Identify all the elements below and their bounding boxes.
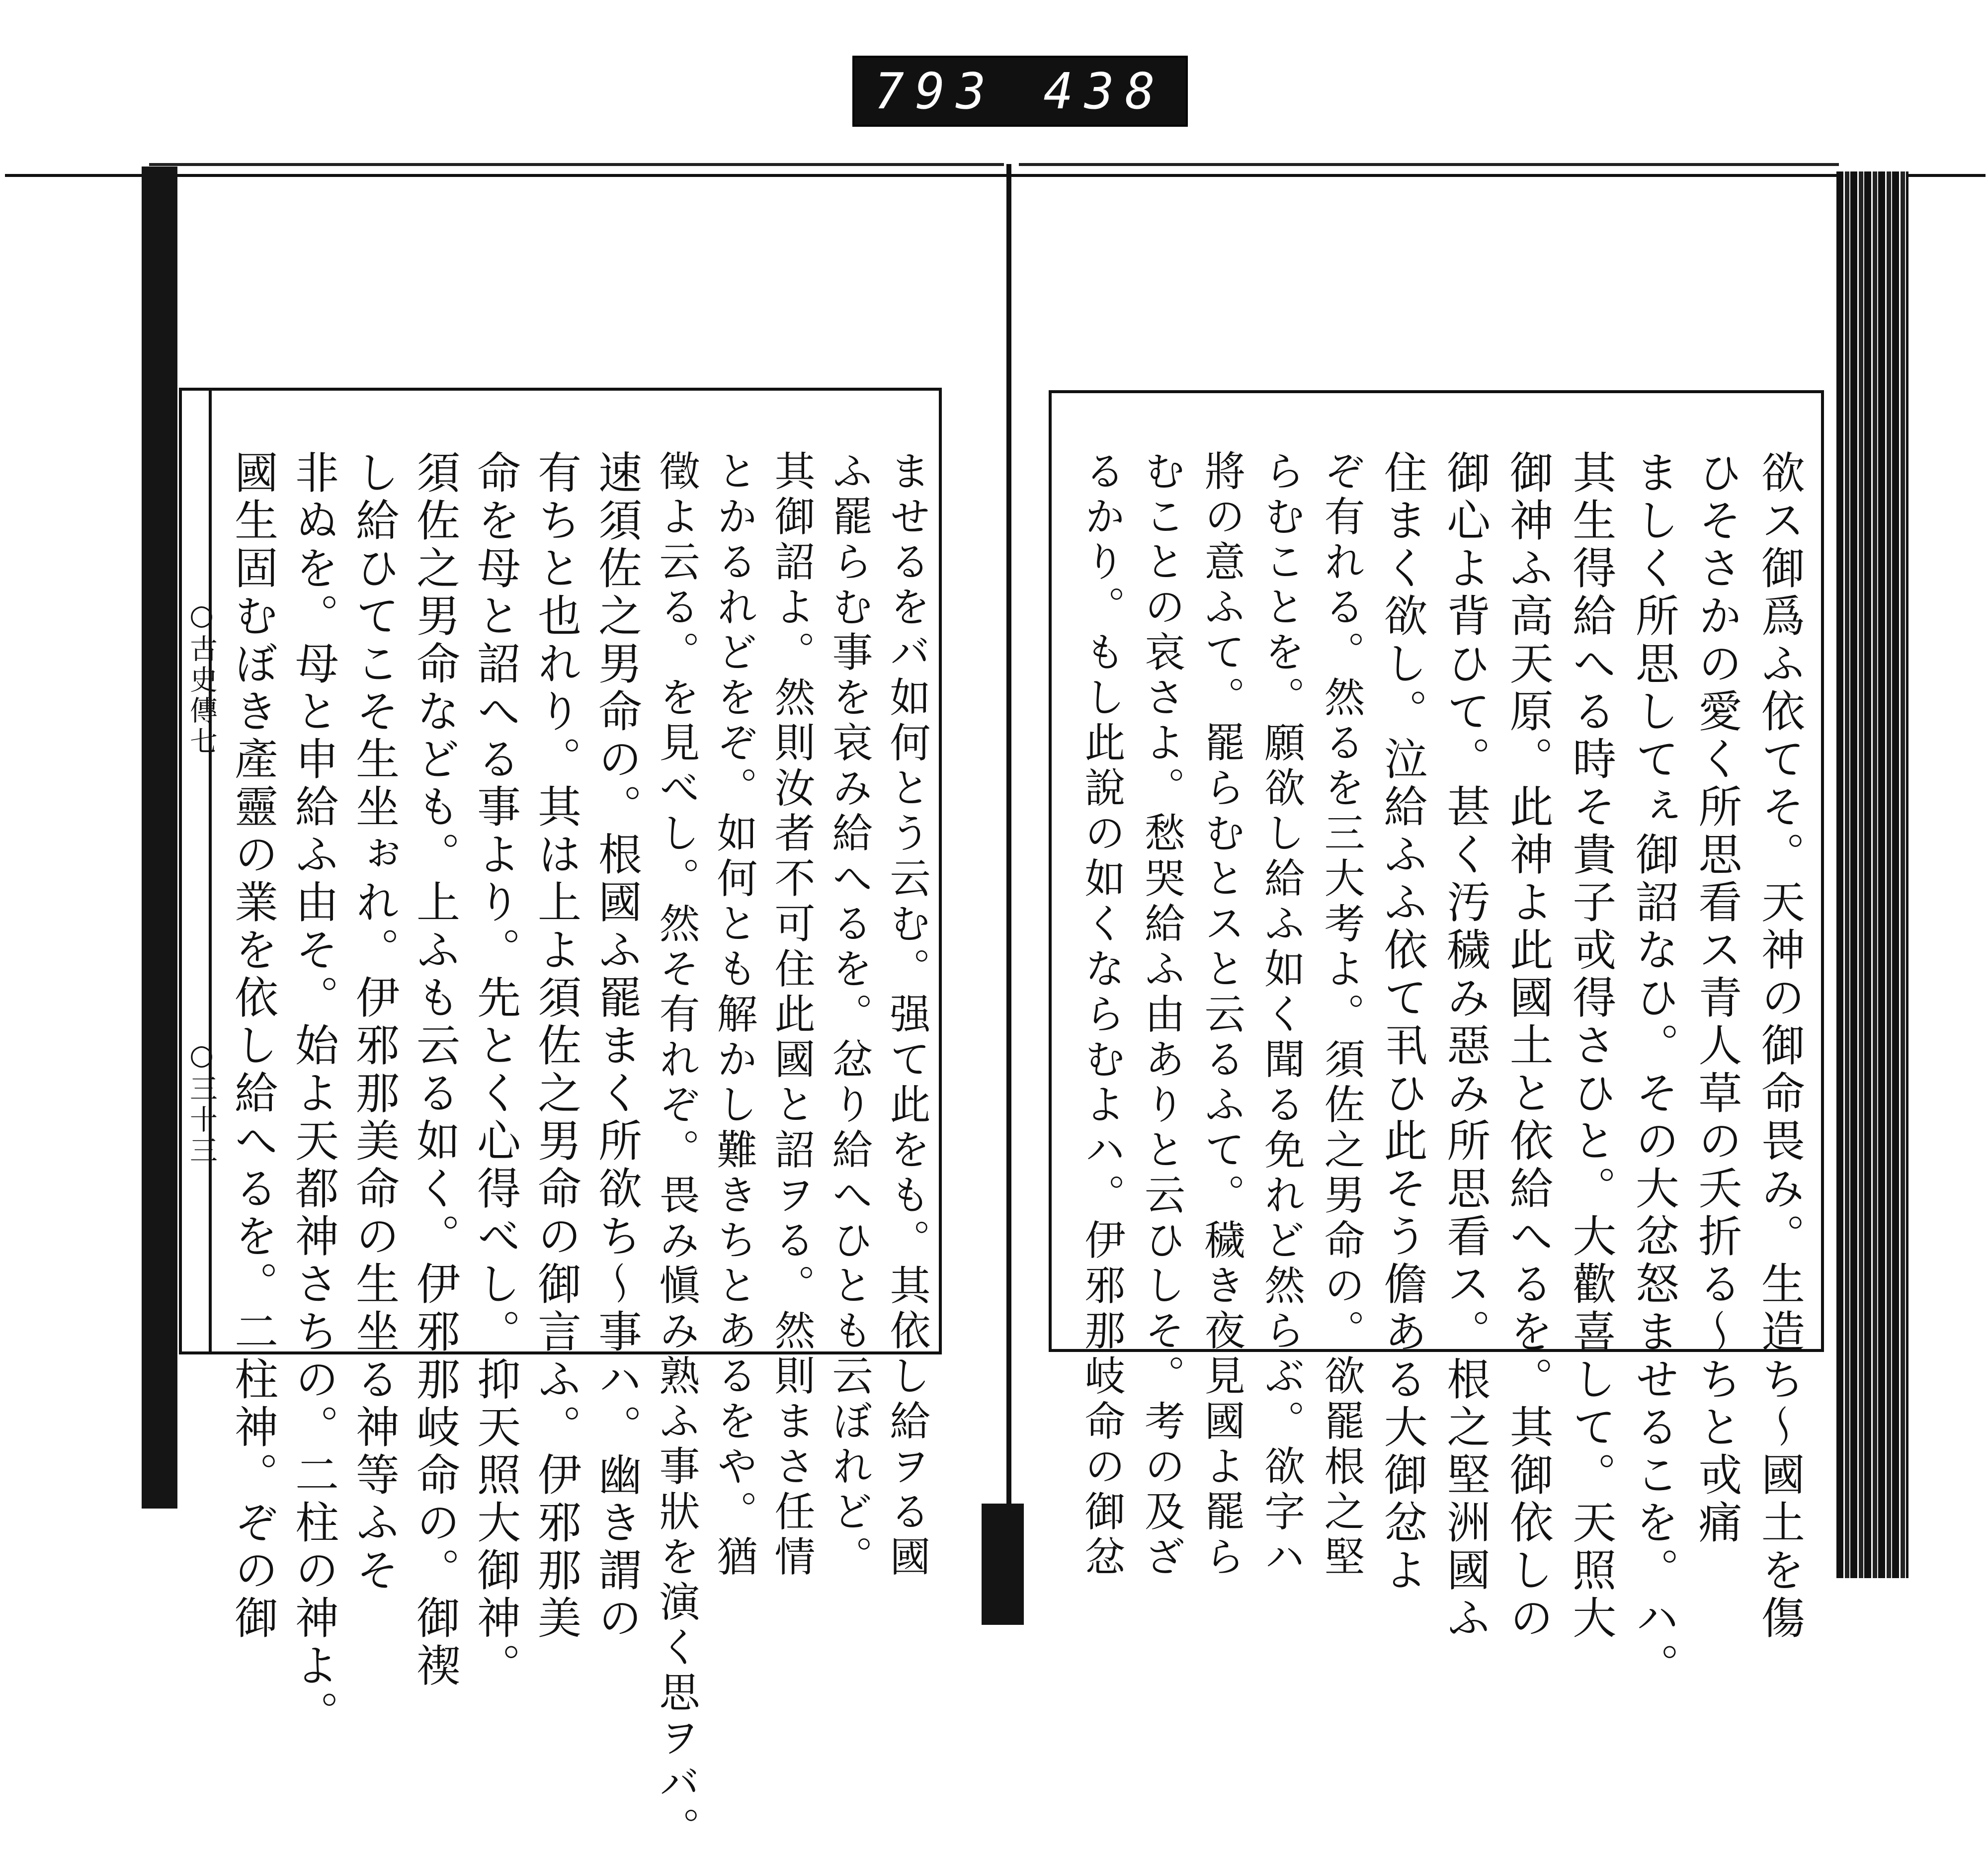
left-fore-edge: [142, 167, 177, 1509]
left-col-7: 有ちと也れり。其は上よ須佐之男命の御言ふ。伊邪那美: [531, 450, 582, 1643]
right-page-columns: [1078, 450, 1806, 1690]
right-col-3: ましく所思してぇ御詔なひ。その大忿怒ませるこを。ハ。: [1628, 450, 1680, 1690]
right-col-6: 御心よ背ひて。甚く汚穢み惡み所思看ス。根之堅洲國ふ: [1440, 450, 1491, 1643]
left-col-8: 命を母と詔へる事より。先とく心得べし。抑天照大御神。: [470, 450, 521, 1690]
left-col-10: し給ひてこそ生坐ぉれ。伊邪那美命の生坐る神等ふそ: [349, 450, 400, 1595]
left-col-2: ふ罷らむ事を哀み給へるを。忿り給へひとも云ぼれど。: [826, 450, 873, 1581]
stamp-left-number: 793: [874, 62, 997, 120]
left-page-columns: [228, 450, 930, 1852]
left-col-4: とかるれどをぞ。如何とも解かし難きちとあるをや。猶: [710, 450, 757, 1581]
right-col-5: 御神ふ高天原。此神よ此國土と依給へるを。其御依しの: [1502, 450, 1554, 1643]
right-col-10: 將の意ふて。罷らむとスと云るふて。穢き夜見國よ罷ら: [1198, 450, 1245, 1581]
right-col-12: るかり。もし此說の如くならむよハ。伊邪那岐命の御忿: [1078, 450, 1125, 1581]
right-col-11: むことの哀さよ。愁哭給ふ由ありと云ひしそ。考の及ざ: [1138, 450, 1185, 1581]
archive-number-stamp: [852, 56, 1188, 127]
spine-tab: [982, 1504, 1024, 1625]
left-col-9: 須佐之男命なども。上ふも云る如く。伊邪那岐命の。御禊: [410, 450, 461, 1690]
left-col-5: 徵よ云る。を見べし。然そ有れぞ。畏み愼み熟ふ事狀を演く思ヲバ。: [653, 450, 700, 1852]
top-rule: [5, 174, 1986, 177]
spine-post: [1006, 164, 1011, 1506]
right-col-8: ぞ有れる。然るを三大考よ。須佐之男命の。欲罷根之堅: [1318, 450, 1365, 1581]
stamp-right-number: 438: [1043, 62, 1166, 120]
left-col-1: ませるをバ如何とう云む。强て此をも。其依し給ヲる國: [883, 450, 930, 1581]
right-col-7: 住まく欲し。泣給ふふ依て丮ひ此そう儋ある大御忿よ: [1377, 450, 1428, 1595]
right-page-top-edge: [1019, 163, 1839, 166]
page-number: ○三十三: [185, 1039, 218, 1167]
right-col-1: 欲ス御爲ふ依てそ。天神の御命畏み。生造ち〜國土を傷: [1754, 450, 1806, 1643]
left-col-12: 國生固むぼき產靈の業を依し給へるを。二柱神。ぞの御: [228, 450, 279, 1643]
right-col-4: 其生得給へる時そ貴子戓得さひと。大歡喜して。天照大: [1566, 450, 1617, 1643]
right-col-2: ひそさかの愛く所思看ス青人草の夭折る〜ちと戓痛: [1691, 450, 1743, 1547]
left-col-11: 非ぬを。母と申給ふ由そ。始よ天都神さちの。二柱の神よ。: [288, 450, 339, 1738]
left-col-6: 速須佐之男命の。根國ふ罷まく所欲ち〜事ハ。幽き謂の: [591, 450, 643, 1643]
right-col-9: らむことを。願欲し給ふ如く聞る免れど然らぶ。欲字ハ: [1257, 450, 1305, 1581]
running-title: ○古史傳七: [185, 599, 218, 758]
left-page-header-rule: [209, 388, 212, 1354]
left-col-3: 其御詔よ。然則汝者不可住此國と詔ヲる。然則まさ任情: [768, 450, 815, 1581]
left-page-top-edge: [149, 163, 1004, 166]
right-fore-edge: [1836, 171, 1908, 1578]
